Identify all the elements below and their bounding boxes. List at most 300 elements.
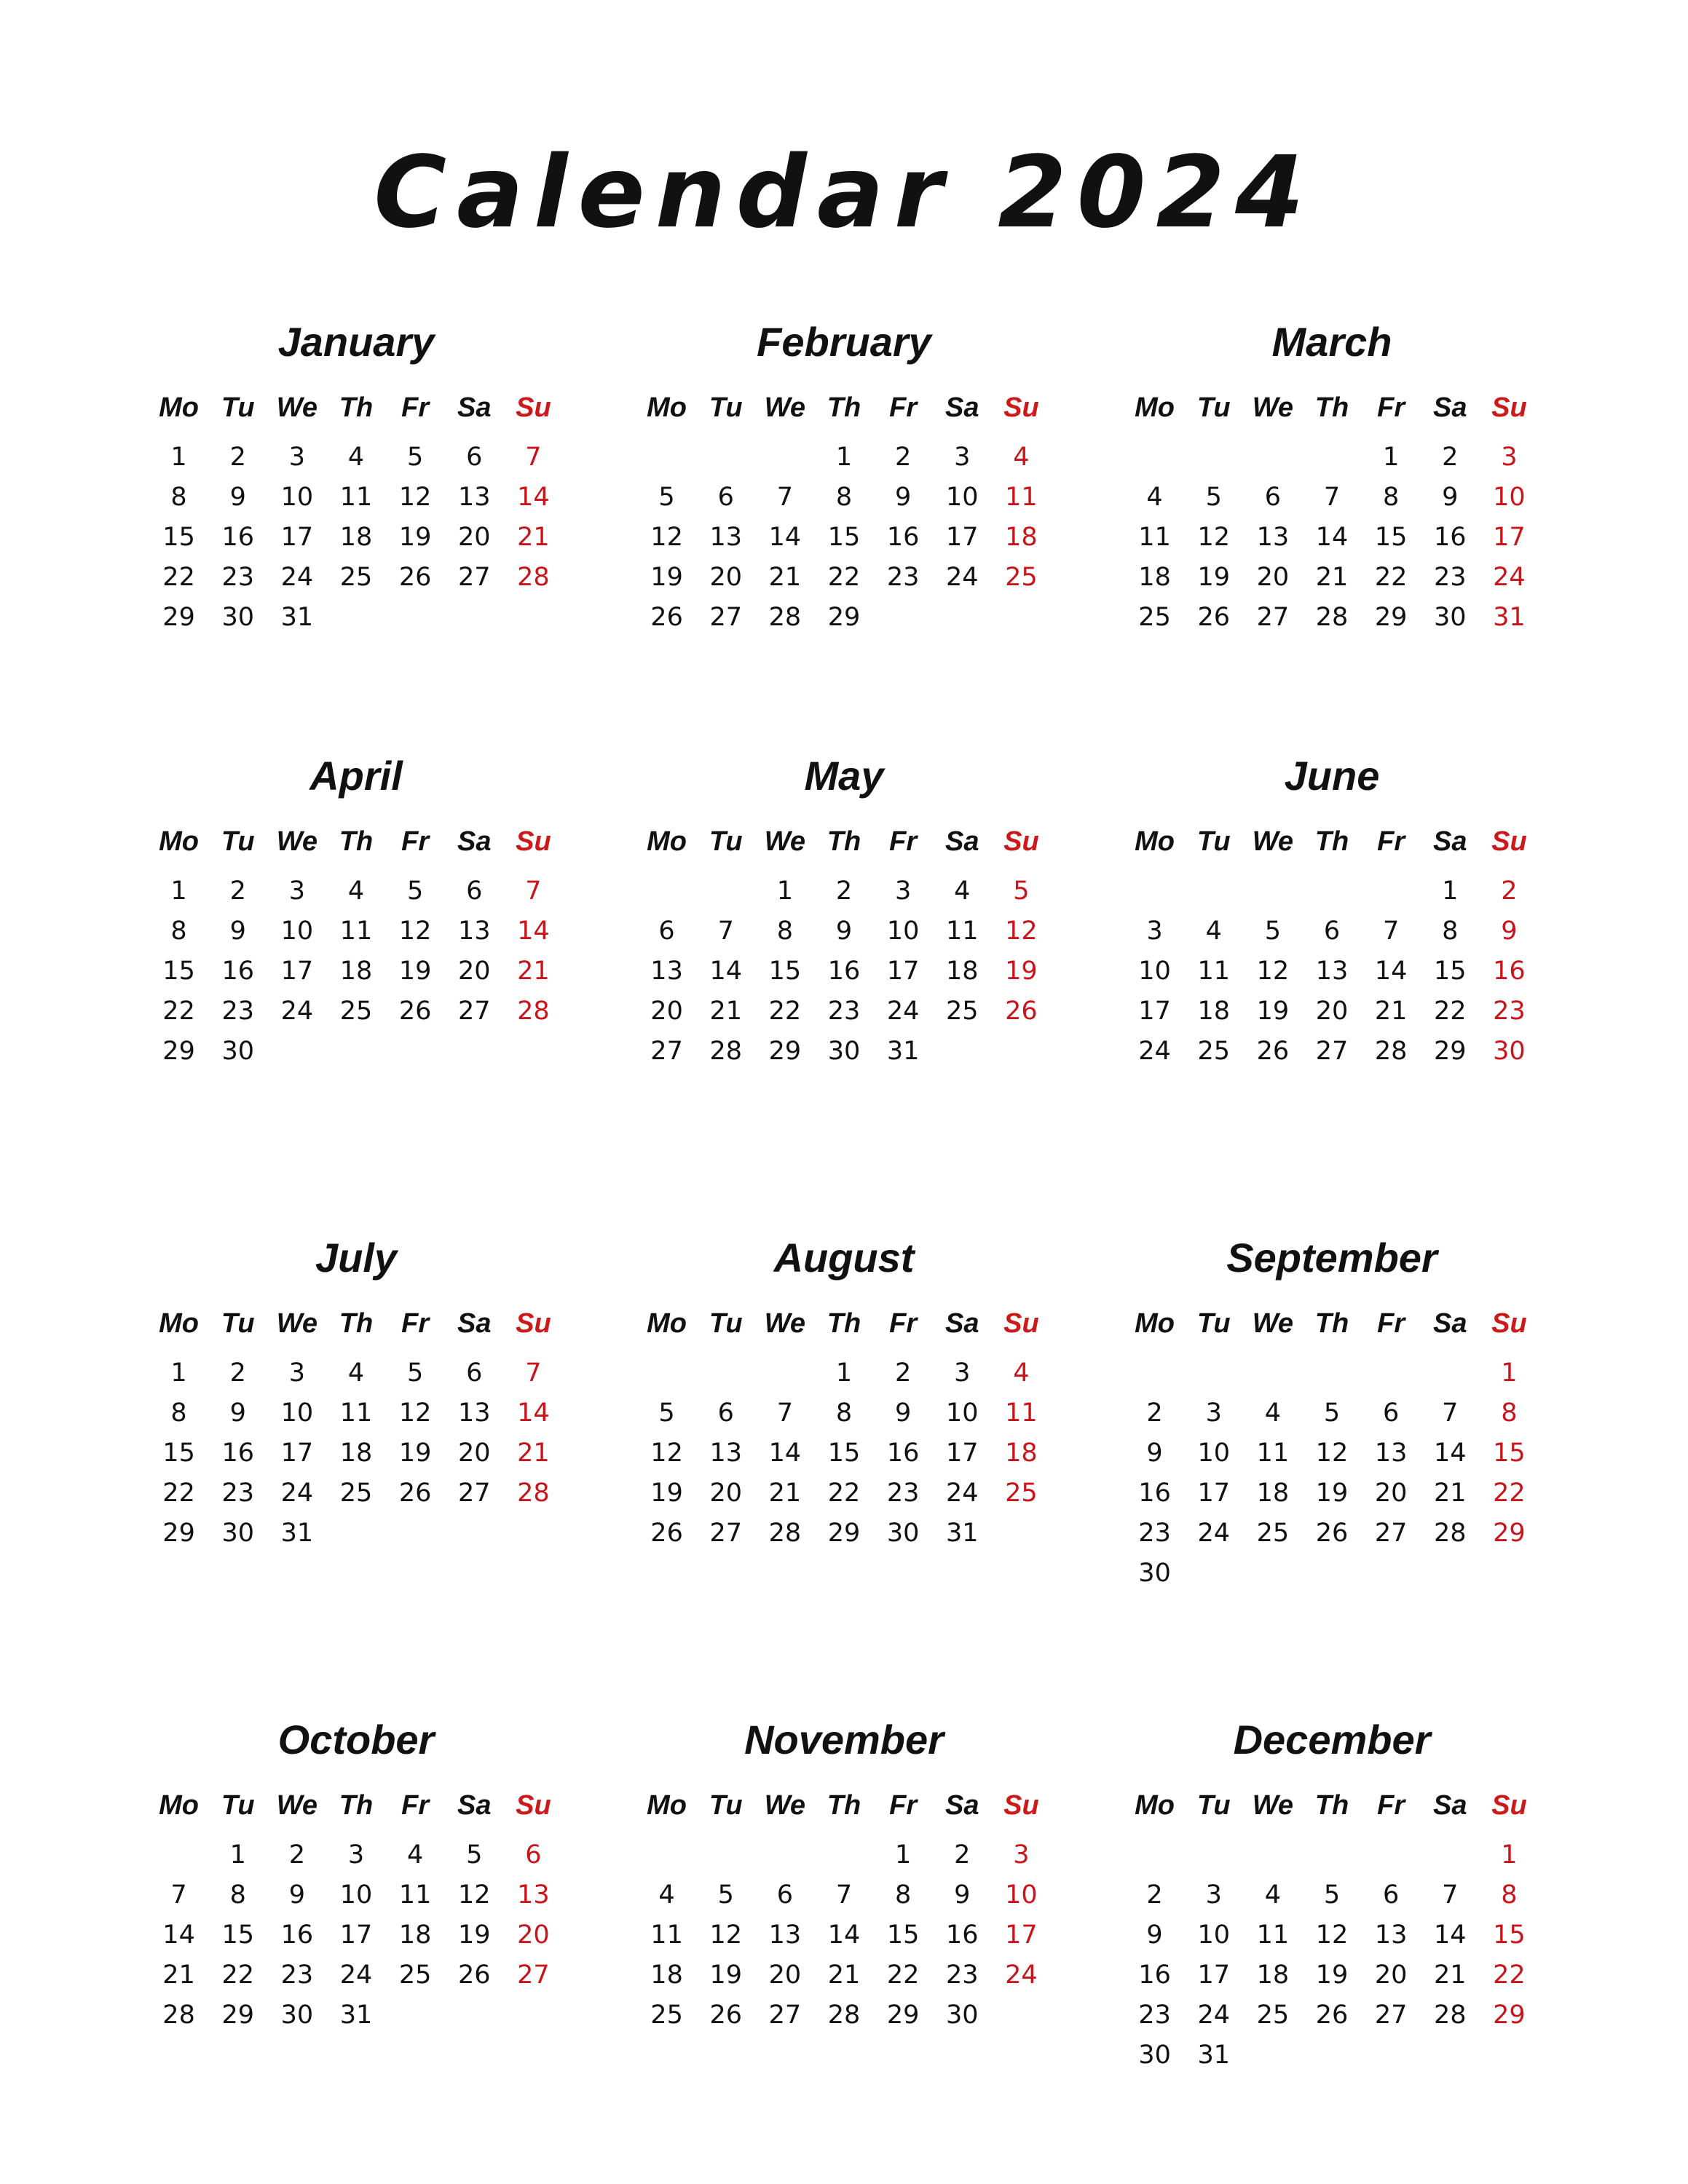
day-cell: 10	[280, 1398, 314, 1428]
day-cell: 13	[517, 1880, 550, 1910]
month-table	[1125, 381, 1539, 637]
week-row	[149, 868, 563, 911]
empty-day-cell	[1362, 2035, 1421, 2075]
day-cell: 5	[1323, 1398, 1341, 1428]
weekday-label: Th	[1314, 392, 1349, 423]
weekday-label: Th	[339, 826, 374, 857]
day-cell: 30	[280, 2000, 314, 2030]
day-cell: 23	[1493, 996, 1526, 1026]
day-cell: 15	[1493, 1920, 1526, 1950]
day-cell: 17	[946, 522, 979, 552]
empty-day-cell	[1243, 868, 1302, 911]
day-cell: 5	[1013, 876, 1030, 906]
weekday-label: Su	[1003, 1789, 1039, 1821]
empty-day-cell	[814, 1832, 873, 1875]
weekday-header-row	[149, 1779, 563, 1832]
day-cell: 27	[709, 602, 742, 632]
day-cell: 17	[946, 1438, 979, 1468]
day-cell: 25	[339, 996, 373, 1026]
day-cell: 26	[398, 996, 432, 1026]
day-cell: 21	[709, 996, 742, 1026]
day-cell: 2	[229, 442, 246, 472]
weekday-label: Tu	[1196, 1307, 1231, 1339]
day-cell: 1	[1501, 1358, 1518, 1388]
weekday-label: Sa	[945, 1307, 979, 1339]
day-cell: 27	[458, 1478, 491, 1508]
empty-day-cell	[445, 1513, 504, 1553]
day-cell: 14	[1374, 956, 1408, 986]
weekday-label: Sa	[1433, 826, 1467, 857]
day-cell: 17	[1197, 1960, 1230, 1990]
weekday-label: Fr	[401, 392, 430, 423]
day-cell: 28	[517, 996, 550, 1026]
weekday-header-row	[1125, 815, 1539, 868]
day-cell: 31	[339, 2000, 373, 2030]
weekday-label: Mo	[159, 1307, 199, 1339]
day-cell: 3	[1205, 1398, 1222, 1428]
day-cell: 27	[1374, 2000, 1408, 2030]
day-cell: 5	[1323, 1880, 1341, 1910]
day-cell: 13	[709, 522, 742, 552]
empty-day-cell	[326, 1513, 385, 1553]
day-cell: 24	[946, 562, 979, 592]
day-cell: 13	[458, 482, 491, 512]
day-cell: 5	[1205, 482, 1222, 512]
day-cell: 20	[458, 522, 491, 552]
day-cell: 30	[221, 1518, 254, 1548]
weekday-label: Th	[1314, 1307, 1349, 1339]
day-cell: 9	[1501, 916, 1518, 946]
week-row	[1125, 2035, 1539, 2075]
day-cell: 3	[1501, 442, 1518, 472]
weekday-label: Th	[1314, 826, 1349, 857]
day-cell: 11	[339, 482, 373, 512]
empty-day-cell	[504, 1995, 563, 2035]
weekday-label: Su	[516, 1307, 551, 1339]
week-row	[637, 1832, 1051, 1875]
day-cell: 13	[709, 1438, 742, 1468]
day-cell: 29	[886, 2000, 920, 2030]
day-cell: 2	[229, 876, 246, 906]
day-cell: 19	[398, 522, 432, 552]
day-cell: 12	[650, 1438, 683, 1468]
day-cell: 4	[347, 442, 365, 472]
empty-day-cell	[637, 868, 696, 911]
weekday-label: Su	[1491, 1307, 1527, 1339]
day-cell: 10	[339, 1880, 373, 1910]
weekday-label: Sa	[1433, 392, 1467, 423]
weekday-label: Fr	[889, 1789, 918, 1821]
day-cell: 8	[1501, 1880, 1518, 1910]
weekday-label: Th	[827, 826, 861, 857]
day-cell: 29	[221, 2000, 254, 2030]
day-cell: 26	[1315, 2000, 1349, 2030]
empty-day-cell	[755, 434, 814, 477]
day-cell: 10	[1197, 1438, 1230, 1468]
day-cell: 17	[280, 1438, 314, 1468]
week-row	[1125, 911, 1539, 951]
day-cell: 24	[1197, 1518, 1230, 1548]
day-cell: 19	[1315, 1478, 1349, 1508]
week-row	[1125, 991, 1539, 1031]
day-cell: 5	[1264, 916, 1281, 946]
day-cell: 14	[768, 1438, 802, 1468]
page-title: Calendar 2024	[374, 135, 1314, 250]
empty-day-cell	[1302, 1832, 1361, 1875]
empty-day-cell	[267, 1031, 326, 1071]
day-cell: 29	[1493, 1518, 1526, 1548]
week-row	[149, 1473, 563, 1513]
day-cell: 22	[221, 1960, 254, 1990]
day-cell: 25	[1256, 1518, 1290, 1548]
weekday-label: Mo	[159, 826, 199, 857]
day-cell: 6	[466, 442, 483, 472]
day-cell: 3	[954, 1358, 971, 1388]
day-cell: 15	[827, 522, 861, 552]
week-row	[1125, 517, 1539, 557]
day-cell: 5	[658, 482, 675, 512]
day-cell: 16	[827, 956, 861, 986]
day-cell: 21	[162, 1960, 195, 1990]
week-row	[1125, 951, 1539, 991]
day-cell: 9	[835, 916, 853, 946]
day-cell: 7	[525, 876, 542, 906]
empty-day-cell	[1362, 1350, 1421, 1393]
empty-day-cell	[696, 1832, 755, 1875]
month-table	[1125, 1297, 1539, 1593]
week-row	[1125, 1393, 1539, 1433]
day-cell: 18	[339, 956, 373, 986]
day-cell: 9	[894, 482, 912, 512]
day-cell: 15	[1493, 1438, 1526, 1468]
day-cell: 11	[1005, 482, 1038, 512]
day-cell: 3	[1013, 1840, 1030, 1870]
weekday-label: Tu	[709, 1789, 743, 1821]
day-cell: 28	[827, 2000, 861, 2030]
day-cell: 22	[827, 1478, 861, 1508]
day-cell: 4	[1013, 442, 1030, 472]
day-cell: 3	[894, 876, 912, 906]
day-cell: 4	[1013, 1358, 1030, 1388]
month-name: April	[309, 753, 403, 799]
day-cell: 11	[1256, 1920, 1290, 1950]
month-name: December	[1233, 1717, 1431, 1762]
empty-day-cell	[149, 1832, 208, 1875]
day-cell: 12	[1315, 1438, 1349, 1468]
weekday-label: We	[764, 1789, 806, 1821]
day-cell: 1	[1382, 442, 1400, 472]
week-row	[149, 951, 563, 991]
day-cell: 18	[1005, 1438, 1038, 1468]
weekday-label: We	[276, 392, 318, 423]
day-cell: 1	[894, 1840, 912, 1870]
day-cell: 10	[1493, 482, 1526, 512]
week-row	[1125, 1553, 1539, 1593]
day-cell: 1	[1442, 876, 1459, 906]
day-cell: 14	[768, 522, 802, 552]
empty-day-cell	[326, 597, 385, 637]
day-cell: 19	[1197, 562, 1230, 592]
day-cell: 22	[1493, 1960, 1526, 1990]
day-cell: 6	[1264, 482, 1281, 512]
day-cell: 25	[339, 562, 373, 592]
weekday-label: Tu	[1196, 826, 1231, 857]
day-cell: 6	[776, 1880, 793, 1910]
day-cell: 16	[221, 1438, 254, 1468]
day-cell: 12	[1197, 522, 1230, 552]
day-cell: 4	[347, 876, 365, 906]
empty-day-cell	[1421, 2035, 1480, 2075]
day-cell: 19	[458, 1920, 491, 1950]
day-cell: 10	[280, 482, 314, 512]
day-cell: 4	[406, 1840, 424, 1870]
week-row	[637, 1875, 1051, 1915]
weekday-label: Tu	[221, 1789, 255, 1821]
day-cell: 1	[835, 442, 853, 472]
day-cell: 11	[1256, 1438, 1290, 1468]
day-cell: 27	[458, 996, 491, 1026]
day-cell: 27	[1256, 602, 1290, 632]
day-cell: 17	[1138, 996, 1171, 1026]
day-cell: 16	[946, 1920, 979, 1950]
month-name: August	[773, 1235, 915, 1281]
day-cell: 25	[1256, 2000, 1290, 2030]
weekday-header-row	[637, 1779, 1051, 1832]
day-cell: 3	[288, 876, 305, 906]
weekday-label: Fr	[1377, 1307, 1405, 1339]
day-cell: 29	[162, 602, 195, 632]
week-row	[149, 1031, 563, 1071]
weekday-header-row	[637, 815, 1051, 868]
month-table	[637, 1297, 1051, 1553]
empty-day-cell	[992, 1513, 1051, 1553]
day-cell: 4	[1264, 1880, 1281, 1910]
day-cell: 15	[1434, 956, 1467, 986]
weekday-label: Su	[516, 1789, 551, 1821]
day-cell: 31	[1197, 2040, 1230, 2070]
day-cell: 4	[954, 876, 971, 906]
empty-day-cell	[1243, 434, 1302, 477]
month-october	[149, 1704, 563, 2155]
day-cell: 10	[1197, 1920, 1230, 1950]
weekday-label: Fr	[1377, 1789, 1405, 1821]
day-cell: 9	[1146, 1920, 1163, 1950]
weekday-label: Mo	[159, 1789, 199, 1821]
day-cell: 6	[717, 1398, 734, 1428]
day-cell: 2	[1146, 1880, 1163, 1910]
week-row	[1125, 1955, 1539, 1995]
day-cell: 21	[517, 522, 550, 552]
week-row	[1125, 1832, 1539, 1875]
day-cell: 31	[280, 1518, 314, 1548]
week-row	[637, 1915, 1051, 1955]
day-cell: 3	[288, 442, 305, 472]
empty-day-cell	[933, 597, 992, 637]
day-cell: 8	[1442, 916, 1459, 946]
day-cell: 30	[1434, 602, 1467, 632]
day-cell: 29	[827, 1518, 861, 1548]
day-cell: 17	[1493, 522, 1526, 552]
weekday-label: Mo	[647, 826, 687, 857]
day-cell: 21	[1434, 1478, 1467, 1508]
month-table	[149, 815, 563, 1071]
week-row	[1125, 1031, 1539, 1071]
empty-day-cell	[386, 597, 445, 637]
week-row	[1125, 1473, 1539, 1513]
day-cell: 20	[650, 996, 683, 1026]
month-table	[1125, 1779, 1539, 2075]
day-cell: 23	[1138, 2000, 1171, 2030]
day-cell: 8	[1501, 1398, 1518, 1428]
day-cell: 28	[1434, 1518, 1467, 1548]
day-cell: 11	[1138, 522, 1171, 552]
week-row	[149, 517, 563, 557]
weekday-header-row	[637, 381, 1051, 434]
day-cell: 20	[458, 956, 491, 986]
weekday-label: Fr	[1377, 826, 1405, 857]
day-cell: 30	[1138, 1558, 1171, 1588]
day-cell: 9	[229, 1398, 246, 1428]
day-cell: 24	[1005, 1960, 1038, 1990]
day-cell: 15	[827, 1438, 861, 1468]
day-cell: 7	[1323, 482, 1341, 512]
weekday-label: Su	[1003, 826, 1039, 857]
day-cell: 17	[1005, 1920, 1038, 1950]
week-row	[637, 557, 1051, 597]
empty-day-cell	[504, 1513, 563, 1553]
weekday-label: Th	[827, 392, 861, 423]
empty-day-cell	[1184, 868, 1243, 911]
day-cell: 12	[650, 522, 683, 552]
day-cell: 31	[280, 602, 314, 632]
week-row	[149, 1955, 563, 1995]
day-cell: 16	[280, 1920, 314, 1950]
weekday-label: Tu	[709, 392, 743, 423]
weekday-header-row	[1125, 381, 1539, 434]
weekday-label: We	[1252, 392, 1294, 423]
day-cell: 28	[517, 562, 550, 592]
day-cell: 11	[650, 1920, 683, 1950]
day-cell: 23	[221, 562, 254, 592]
day-cell: 9	[1146, 1438, 1163, 1468]
day-cell: 11	[946, 916, 979, 946]
week-row	[149, 1875, 563, 1915]
day-cell: 20	[1315, 996, 1349, 1026]
week-row	[1125, 477, 1539, 517]
empty-day-cell	[1125, 434, 1184, 477]
empty-day-cell	[696, 434, 755, 477]
day-cell: 20	[458, 1438, 491, 1468]
week-row	[1125, 1875, 1539, 1915]
day-cell: 29	[1374, 602, 1408, 632]
weekday-header-row	[1125, 1779, 1539, 1832]
day-cell: 2	[1501, 876, 1518, 906]
day-cell: 10	[946, 482, 979, 512]
empty-day-cell	[637, 1832, 696, 1875]
empty-day-cell	[992, 1031, 1051, 1071]
day-cell: 3	[1205, 1880, 1222, 1910]
weekday-label: We	[1252, 826, 1294, 857]
week-row	[149, 1513, 563, 1553]
day-cell: 13	[1374, 1438, 1408, 1468]
day-cell: 30	[827, 1036, 861, 1066]
week-row	[149, 1915, 563, 1955]
day-cell: 12	[458, 1880, 491, 1910]
weekday-label: We	[764, 1307, 806, 1339]
day-cell: 22	[1493, 1478, 1526, 1508]
day-cell: 2	[288, 1840, 305, 1870]
day-cell: 29	[768, 1036, 802, 1066]
day-cell: 18	[339, 522, 373, 552]
day-cell: 15	[162, 522, 195, 552]
day-cell: 5	[406, 1358, 424, 1388]
day-cell: 8	[170, 916, 187, 946]
week-row	[1125, 1433, 1539, 1473]
day-cell: 14	[1315, 522, 1349, 552]
week-row	[1125, 434, 1539, 477]
weekday-label: We	[276, 1307, 318, 1339]
day-cell: 12	[398, 1398, 432, 1428]
empty-day-cell	[1480, 2035, 1539, 2075]
day-cell: 28	[1315, 602, 1349, 632]
day-cell: 30	[1493, 1036, 1526, 1066]
week-row	[637, 1513, 1051, 1553]
weekday-label: Su	[1491, 392, 1527, 423]
month-august	[637, 1222, 1051, 1704]
weekday-label: Fr	[401, 826, 430, 857]
week-row	[1125, 1915, 1539, 1955]
empty-day-cell	[1362, 1553, 1421, 1593]
empty-day-cell	[1243, 1832, 1302, 1875]
weekday-label: Fr	[401, 1307, 430, 1339]
day-cell: 14	[709, 956, 742, 986]
day-cell: 25	[398, 1960, 432, 1990]
day-cell: 2	[835, 876, 853, 906]
weekday-header-row	[149, 381, 563, 434]
day-cell: 30	[1138, 2040, 1171, 2070]
empty-day-cell	[1243, 2035, 1302, 2075]
day-cell: 16	[1138, 1960, 1171, 1990]
weekday-label: Su	[1491, 1789, 1527, 1821]
weekday-label: Sa	[1433, 1789, 1467, 1821]
weekday-label: Tu	[221, 392, 255, 423]
week-row	[1125, 1513, 1539, 1553]
day-cell: 31	[886, 1036, 920, 1066]
day-cell: 6	[466, 876, 483, 906]
empty-day-cell	[1184, 1553, 1243, 1593]
empty-day-cell	[326, 1031, 385, 1071]
weekday-label: Su	[516, 826, 551, 857]
empty-day-cell	[992, 1995, 1051, 2035]
day-cell: 10	[886, 916, 920, 946]
day-cell: 1	[170, 442, 187, 472]
day-cell: 13	[1315, 956, 1349, 986]
day-cell: 16	[221, 522, 254, 552]
week-row	[1125, 597, 1539, 637]
weekday-label: Su	[1003, 1307, 1039, 1339]
weekday-label: Th	[339, 392, 374, 423]
empty-day-cell	[1125, 1350, 1184, 1393]
day-cell: 5	[658, 1398, 675, 1428]
day-cell: 19	[650, 1478, 683, 1508]
weekday-label: Mo	[1135, 392, 1175, 423]
day-cell: 7	[170, 1880, 187, 1910]
day-cell: 19	[1005, 956, 1038, 986]
week-row	[149, 1393, 563, 1433]
weekday-label: We	[276, 1789, 318, 1821]
day-cell: 8	[1382, 482, 1400, 512]
weekday-label: Mo	[1135, 1789, 1175, 1821]
